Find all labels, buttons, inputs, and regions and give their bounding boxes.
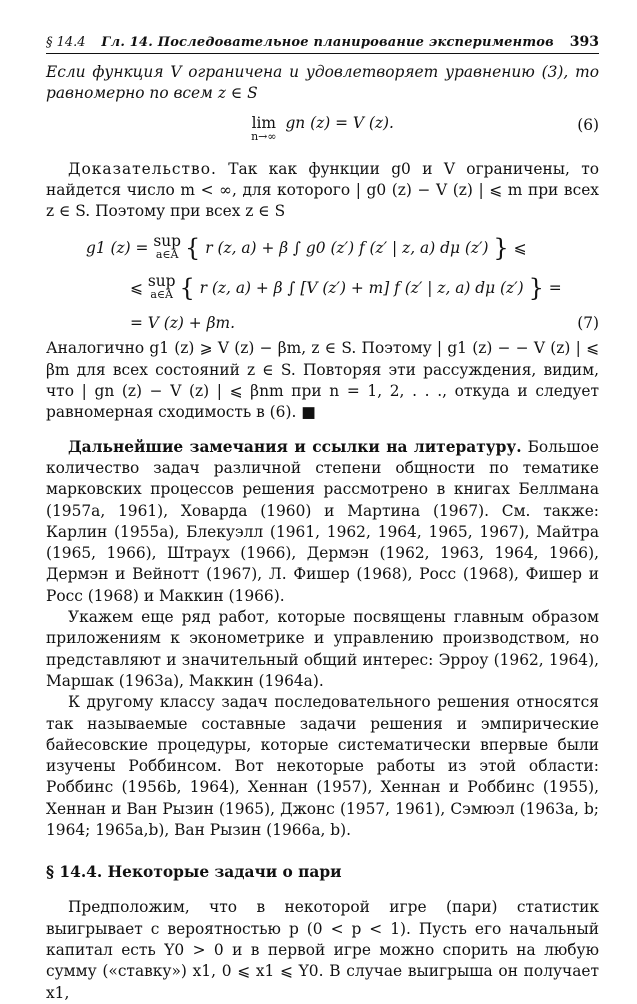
eq6-body: gn (z) = V (z). [285,113,394,132]
right-brace: } [493,234,509,263]
eq7-line1-left: g1 (z) = [86,239,149,258]
eq7-number: (7) [577,314,599,333]
section-title: § 14.4. Некоторые задачи о пари [46,863,342,882]
equation-7 [86,228,599,338]
header-chapter-title: Гл. 14. Последовательное планирование экспериментов [101,35,554,50]
left-brace: { [185,234,201,263]
sup-operator [153,234,181,262]
remarks-heading: Дальнейшие замечания и ссылки на литературу. [68,437,522,456]
right-brace-2: } [528,274,544,303]
remarks-paragraph [46,437,599,607]
eq7-line1 [86,228,599,268]
eq7-line2-end: = [548,279,562,298]
eq7-line3-body: = V (z) + βm. [130,314,235,333]
page-number: 393 [569,34,599,50]
eq7-line3 [130,308,599,338]
theorem-statement: Если функция V ограничена и удовлетворяет уравнению (3), то равномерно по всем z ∈ S [46,63,599,103]
sup-operator-2 [148,274,176,302]
limit-operator [251,113,277,144]
remarks-text: Большое количество задач различной степени общности по тематике марковских процессов решения рассмотрено в книгах Беллмана (1957a, 1961), Ховарда (1960) и Мартина (1967). См. также: Карлин (1955a), Блекуэлл (1961, 1962, 1964, 1965, 1967), Майтра (1965, 1966), Штраух (1966), Дермэн (1962, 1963, 1964, 1966), Дермэн и Вейнотт (1967), Л. Фишер (1968), Росс (1968), Фишер и Росс (1968) и Маккин (1966). [46,437,599,605]
paragraph-3: К другому классу задач последовательного решения относятся так называемые составные задачи решения и эмпирические байесовские процедуры, которые систематически впервые были изучены Роббинсом. Вот некоторые работы из этой области: Роббинс (1956b, 1964), Хеннан (1957), Хеннан и Роббинс (1955), Хеннан и Ван Рызин (1965), Джонс (1957, 1961), Сэмюэл (1963a, b; 1964; 1965a,b), Ван Рызин (1966a, b). [46,693,599,840]
eq7-line1-body: r (z, a) + β ∫ g0 (z′) f (z′ | z, a) dμ (z′) [205,239,489,258]
sup-subscript: a∈A [155,248,179,262]
lim-text: lim [251,113,277,132]
header-section: § 14.4 [46,35,86,50]
paragraph-2: Укажем еще ряд работ, которые посвящены главным образом приложениям к эконометрике и управлению производством, но представляют и значительный общий интерес: Эрроу (1962, 1964), Маршак (1963a), Маккин (1964a). [46,608,599,690]
proof-paragraph [46,159,599,223]
lim-subscript: n→∞ [251,129,277,143]
analog-paragraph: Аналогично g1 (z) ⩾ V (z) − βm, z ∈ S. Поэтому | g1 (z) − − V (z) | ⩽ βm для всех состояний z ∈ S. Повторяя эти рассуждения, видим, что | gn (z) − V (z) | ⩽ βnm при n = 1, 2, . . ., откуда и следует равномерная сходимость в (6). ■ [46,339,599,422]
sup-text: sup [153,232,182,251]
eq7-line2 [130,268,599,308]
eq7-line2-left: ⩽ [130,279,143,298]
paragraph-4: Предположим, что в некоторой игре (пари) статистик выигрывает с вероятностью p (0 < p < 1). Пусть его начальный капитал есть Y0 > 0 и в первой игре можно спорить на любую сумму («ставку») x1, 0 ⩽ x1 ⩽ Y0. В случае выигрыша он получает x1, [46,898,599,1002]
eq6-number: (6) [577,115,599,134]
sup-text-2: sup [147,272,176,291]
equation-6 [46,107,599,147]
proof-label: Доказательство. [68,159,217,178]
sup-subscript-2: a∈A [150,288,173,302]
left-brace-2: { [179,274,195,303]
proof-text: Так как функции g0 и V ограничены, то найдется число m < ∞, для которого | g0 (z) − V (z) | ⩽ m при всех z ∈ S. Поэтому при всех z ∈ S [46,159,599,221]
eq7-line1-end: ⩽ [513,239,527,258]
eq7-line2-body: r (z, a) + β ∫ [V (z′) + m] f (z′ | z, a) dμ (z′) [199,279,524,298]
running-header [46,34,599,54]
document-page [46,34,599,1004]
